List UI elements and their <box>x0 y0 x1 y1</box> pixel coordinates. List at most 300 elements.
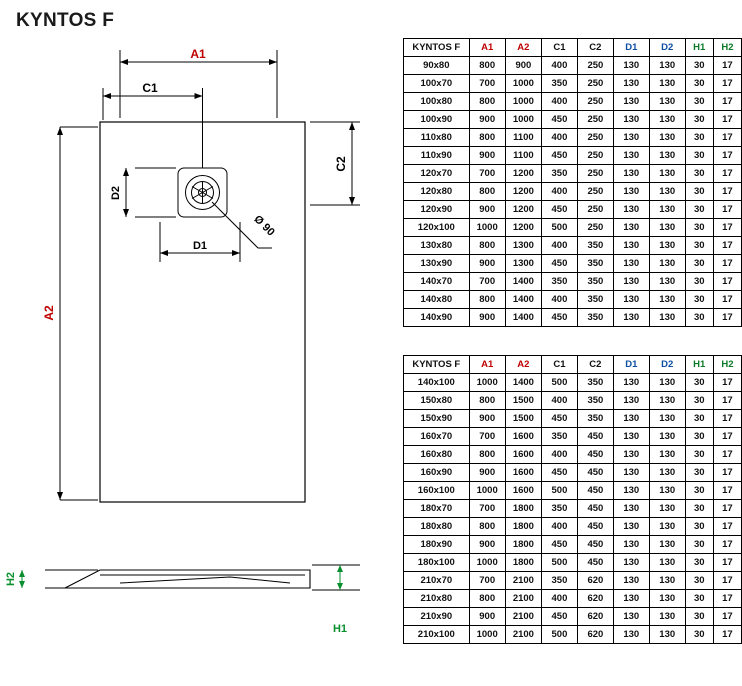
table-cell: 130 <box>613 129 649 147</box>
table-cell: 1100 <box>505 129 541 147</box>
table-row <box>404 309 742 327</box>
table-cell: 400 <box>541 237 577 255</box>
table-cell: 800 <box>469 183 505 201</box>
table-cell: 30 <box>685 309 713 327</box>
table-cell: 30 <box>685 111 713 129</box>
table-cell: 150x90 <box>404 410 470 428</box>
table-cell: 120x90 <box>404 201 470 219</box>
table-cell: 1600 <box>505 446 541 464</box>
table-cell: 30 <box>685 428 713 446</box>
table-row <box>404 129 742 147</box>
table-cell: 17 <box>713 255 741 273</box>
table-cell: 250 <box>577 183 613 201</box>
table-row <box>404 165 742 183</box>
table-cell: 130 <box>649 237 685 255</box>
table-cell: 250 <box>577 93 613 111</box>
table-cell: 210x90 <box>404 608 470 626</box>
table-cell: 130 <box>649 554 685 572</box>
table-cell: 130 <box>649 75 685 93</box>
table-cell: 2100 <box>505 608 541 626</box>
table-cell: 30 <box>685 392 713 410</box>
table-cell: 210x100 <box>404 626 470 644</box>
table-cell: 17 <box>713 165 741 183</box>
table-cell: 700 <box>469 165 505 183</box>
table-cell: 130 <box>649 374 685 392</box>
table-cell: 2100 <box>505 626 541 644</box>
table-cell: 350 <box>577 309 613 327</box>
table-cell: 620 <box>577 608 613 626</box>
spec-table-2-head <box>404 356 742 374</box>
table-cell: 130 <box>613 273 649 291</box>
table-cell: 30 <box>685 518 713 536</box>
table-cell: 1000 <box>469 219 505 237</box>
table-cell: 1600 <box>505 482 541 500</box>
table-cell: 450 <box>541 608 577 626</box>
table-cell: 130 <box>613 237 649 255</box>
table-cell: 620 <box>577 572 613 590</box>
table-cell: 17 <box>713 392 741 410</box>
table-cell: 450 <box>577 482 613 500</box>
table-cell: 130 <box>613 374 649 392</box>
spec-table-1-wrap <box>403 38 742 327</box>
label-c1: C1 <box>142 81 158 95</box>
table-cell: 130 <box>649 129 685 147</box>
table-cell: 500 <box>541 554 577 572</box>
table-cell: 30 <box>685 536 713 554</box>
table-cell: 1000 <box>505 75 541 93</box>
table-cell: 250 <box>577 129 613 147</box>
table-cell: 800 <box>469 392 505 410</box>
table-header-a2: A2 <box>505 39 541 57</box>
table-cell: 130 <box>649 518 685 536</box>
table-header-c2: C2 <box>577 356 613 374</box>
table-cell: 130 <box>613 183 649 201</box>
table-cell: 130 <box>613 428 649 446</box>
table-cell: 400 <box>541 446 577 464</box>
table-cell: 17 <box>713 500 741 518</box>
table-cell: 400 <box>541 518 577 536</box>
table-cell: 17 <box>713 374 741 392</box>
table-cell: 30 <box>685 219 713 237</box>
table-row <box>404 554 742 572</box>
table-cell: 130 <box>649 273 685 291</box>
table-cell: 30 <box>685 273 713 291</box>
table-cell: 130 <box>649 165 685 183</box>
table-cell: 130 <box>649 392 685 410</box>
table-cell: 130 <box>613 590 649 608</box>
table-cell: 17 <box>713 219 741 237</box>
table-cell: 130 <box>649 201 685 219</box>
table-cell: 1400 <box>505 374 541 392</box>
table-cell: 1600 <box>505 464 541 482</box>
table-row <box>404 111 742 129</box>
table-cell: 1500 <box>505 410 541 428</box>
table-cell: 17 <box>713 626 741 644</box>
table-cell: 400 <box>541 291 577 309</box>
table-cell: 17 <box>713 147 741 165</box>
spec-table-1 <box>403 38 742 327</box>
table-cell: 1000 <box>505 111 541 129</box>
table-cell: 110x80 <box>404 129 470 147</box>
table-cell: 900 <box>469 608 505 626</box>
table-cell: 130 <box>613 500 649 518</box>
table-header-a1: A1 <box>469 39 505 57</box>
table-cell: 250 <box>577 75 613 93</box>
table-cell: 130 <box>613 201 649 219</box>
table-cell: 2100 <box>505 572 541 590</box>
table-header-a2: A2 <box>505 356 541 374</box>
table-header-d2: D2 <box>649 356 685 374</box>
table-cell: 30 <box>685 626 713 644</box>
table-cell: 1200 <box>505 165 541 183</box>
table-cell: 17 <box>713 428 741 446</box>
table-cell: 450 <box>577 536 613 554</box>
table-cell: 500 <box>541 482 577 500</box>
table-cell: 1300 <box>505 237 541 255</box>
table-cell: 130 <box>613 626 649 644</box>
table-cell: 1300 <box>505 255 541 273</box>
table-cell: 1800 <box>505 554 541 572</box>
table-cell: 130 <box>613 75 649 93</box>
table-cell: 130 <box>613 165 649 183</box>
label-d1: D1 <box>192 240 208 252</box>
table-cell: 250 <box>577 165 613 183</box>
table-cell: 210x70 <box>404 572 470 590</box>
table-cell: 130 <box>613 482 649 500</box>
table-cell: 17 <box>713 518 741 536</box>
table-cell: 210x80 <box>404 590 470 608</box>
table-cell: 500 <box>541 626 577 644</box>
table-cell: 17 <box>713 608 741 626</box>
table-cell: 17 <box>713 572 741 590</box>
table-cell: 130 <box>649 309 685 327</box>
table-cell: 17 <box>713 93 741 111</box>
table-cell: 130 <box>649 500 685 518</box>
table-cell: 1000 <box>505 93 541 111</box>
label-a2: A2 <box>42 305 56 321</box>
table-cell: 30 <box>685 129 713 147</box>
table-cell: 900 <box>469 309 505 327</box>
table-cell: 130 <box>613 518 649 536</box>
table-cell: 900 <box>469 410 505 428</box>
table-cell: 130 <box>649 147 685 165</box>
table-row <box>404 428 742 446</box>
label-drain-diameter: Ø 90 <box>251 213 277 239</box>
table-cell: 350 <box>577 255 613 273</box>
table-cell: 350 <box>541 165 577 183</box>
label-a1: A1 <box>190 47 206 61</box>
table-cell: 30 <box>685 410 713 428</box>
table-cell: 1800 <box>505 536 541 554</box>
table-cell: 450 <box>577 446 613 464</box>
table-cell: 250 <box>577 219 613 237</box>
table-cell: 30 <box>685 590 713 608</box>
label-d2: D2 <box>110 185 122 201</box>
table-row <box>404 590 742 608</box>
table-cell: 130 <box>613 57 649 75</box>
table-row <box>404 572 742 590</box>
table-cell: 140x90 <box>404 309 470 327</box>
table-cell: 350 <box>541 273 577 291</box>
spec-table-2-wrap <box>403 355 742 644</box>
table-cell: 130 <box>613 219 649 237</box>
table-cell: 30 <box>685 93 713 111</box>
table-row <box>404 147 742 165</box>
table-cell: 140x100 <box>404 374 470 392</box>
table-cell: 800 <box>469 93 505 111</box>
table-cell: 30 <box>685 572 713 590</box>
table-cell: 250 <box>577 201 613 219</box>
table-cell: 350 <box>577 273 613 291</box>
table-cell: 130 <box>649 464 685 482</box>
table-cell: 400 <box>541 392 577 410</box>
table-cell: 800 <box>469 518 505 536</box>
table-cell: 450 <box>577 554 613 572</box>
table-cell: 700 <box>469 273 505 291</box>
table-cell: 1200 <box>505 219 541 237</box>
table-cell: 30 <box>685 446 713 464</box>
table-header-h1: H1 <box>685 356 713 374</box>
table-cell: 350 <box>577 374 613 392</box>
table-cell: 500 <box>541 219 577 237</box>
table-row <box>404 446 742 464</box>
table-cell: 700 <box>469 75 505 93</box>
table-cell: 1800 <box>505 518 541 536</box>
table-cell: 30 <box>685 75 713 93</box>
table-cell: 17 <box>713 446 741 464</box>
table-cell: 400 <box>541 129 577 147</box>
table-cell: 450 <box>577 500 613 518</box>
table-cell: 900 <box>469 464 505 482</box>
table-cell: 17 <box>713 201 741 219</box>
table-cell: 900 <box>469 536 505 554</box>
table-cell: 500 <box>541 374 577 392</box>
table-cell: 180x90 <box>404 536 470 554</box>
table-row <box>404 608 742 626</box>
table-cell: 130 <box>613 572 649 590</box>
table-cell: 400 <box>541 183 577 201</box>
table-header-c2: C2 <box>577 39 613 57</box>
table-cell: 900 <box>469 255 505 273</box>
table-cell: 17 <box>713 237 741 255</box>
table-cell: 350 <box>541 428 577 446</box>
table-cell: 350 <box>541 572 577 590</box>
table-cell: 17 <box>713 536 741 554</box>
table-cell: 160x90 <box>404 464 470 482</box>
page-title: KYNTOS F <box>16 10 115 31</box>
table-cell: 130 <box>613 93 649 111</box>
table-header-c1: C1 <box>541 39 577 57</box>
table-row <box>404 374 742 392</box>
table-cell: 160x70 <box>404 428 470 446</box>
table-cell: 1200 <box>505 201 541 219</box>
table-cell: 130 <box>649 536 685 554</box>
table-row <box>404 291 742 309</box>
table-cell: 180x70 <box>404 500 470 518</box>
table-cell: 1500 <box>505 392 541 410</box>
table-cell: 350 <box>577 291 613 309</box>
table-cell: 450 <box>541 309 577 327</box>
table-cell: 180x80 <box>404 518 470 536</box>
table-cell: 30 <box>685 291 713 309</box>
table-cell: 30 <box>685 255 713 273</box>
table-cell: 400 <box>541 57 577 75</box>
table-row <box>404 626 742 644</box>
table-cell: 30 <box>685 237 713 255</box>
table-cell: 800 <box>469 590 505 608</box>
table-cell: 900 <box>505 57 541 75</box>
table-cell: 30 <box>685 554 713 572</box>
table-cell: 140x80 <box>404 291 470 309</box>
table-cell: 30 <box>685 482 713 500</box>
table-cell: 17 <box>713 273 741 291</box>
table-cell: 350 <box>577 392 613 410</box>
table-cell: 130x90 <box>404 255 470 273</box>
table-cell: 17 <box>713 590 741 608</box>
table-cell: 450 <box>541 201 577 219</box>
table-cell: 17 <box>713 309 741 327</box>
table-cell: 160x100 <box>404 482 470 500</box>
label-h2: H2 <box>5 571 17 587</box>
table-cell: 620 <box>577 590 613 608</box>
table-row <box>404 201 742 219</box>
table-row <box>404 536 742 554</box>
table-row <box>404 392 742 410</box>
table-cell: 130 <box>649 291 685 309</box>
table-cell: 130 <box>649 410 685 428</box>
table-cell: 1800 <box>505 500 541 518</box>
table-cell: 130 <box>649 446 685 464</box>
table-cell: 120x100 <box>404 219 470 237</box>
table-row <box>404 500 742 518</box>
table-cell: 17 <box>713 111 741 129</box>
table-cell: 130 <box>649 57 685 75</box>
table-cell: 17 <box>713 482 741 500</box>
table-cell: 17 <box>713 291 741 309</box>
table-cell: 700 <box>469 500 505 518</box>
table-cell: 30 <box>685 464 713 482</box>
table-header-row <box>404 356 742 374</box>
table-cell: 450 <box>541 111 577 129</box>
table-cell: 17 <box>713 554 741 572</box>
table-cell: 30 <box>685 183 713 201</box>
table-cell: 30 <box>685 201 713 219</box>
table-cell: 130 <box>613 554 649 572</box>
table-header-d2: D2 <box>649 39 685 57</box>
table-row <box>404 93 742 111</box>
table-cell: 17 <box>713 129 741 147</box>
table-row <box>404 57 742 75</box>
table-cell: 130x80 <box>404 237 470 255</box>
table-cell: 350 <box>541 500 577 518</box>
table-cell: 30 <box>685 500 713 518</box>
table-cell: 17 <box>713 464 741 482</box>
table-cell: 130 <box>613 147 649 165</box>
table-cell: 800 <box>469 129 505 147</box>
table-cell: 130 <box>613 255 649 273</box>
table-cell: 250 <box>577 57 613 75</box>
table-row <box>404 183 742 201</box>
table-cell: 800 <box>469 57 505 75</box>
table-header-kyntos-f: KYNTOS F <box>404 39 470 57</box>
table-cell: 900 <box>469 147 505 165</box>
table-cell: 130 <box>649 482 685 500</box>
table-row <box>404 75 742 93</box>
spec-table-2 <box>403 355 742 644</box>
table-cell: 130 <box>613 291 649 309</box>
table-cell: 130 <box>613 392 649 410</box>
table-cell: 1400 <box>505 291 541 309</box>
table-cell: 130 <box>649 626 685 644</box>
table-header-h2: H2 <box>713 356 741 374</box>
table-cell: 130 <box>649 428 685 446</box>
table-cell: 130 <box>613 608 649 626</box>
table-cell: 110x90 <box>404 147 470 165</box>
table-cell: 1000 <box>469 482 505 500</box>
table-cell: 450 <box>541 536 577 554</box>
table-cell: 130 <box>649 93 685 111</box>
table-cell: 350 <box>577 410 613 428</box>
table-cell: 120x70 <box>404 165 470 183</box>
table-cell: 450 <box>577 464 613 482</box>
label-c2: C2 <box>334 156 348 172</box>
spec-table-1-head <box>404 39 742 57</box>
table-cell: 700 <box>469 428 505 446</box>
table-cell: 350 <box>577 237 613 255</box>
table-cell: 400 <box>541 590 577 608</box>
table-header-d1: D1 <box>613 356 649 374</box>
table-row <box>404 482 742 500</box>
label-h1: H1 <box>332 623 348 635</box>
table-cell: 450 <box>577 518 613 536</box>
table-cell: 800 <box>469 237 505 255</box>
table-header-c1: C1 <box>541 356 577 374</box>
table-cell: 120x80 <box>404 183 470 201</box>
table-row <box>404 410 742 428</box>
table-cell: 160x80 <box>404 446 470 464</box>
table-cell: 250 <box>577 147 613 165</box>
table-row <box>404 255 742 273</box>
table-cell: 450 <box>541 410 577 428</box>
table-row <box>404 518 742 536</box>
table-cell: 130 <box>613 410 649 428</box>
table-cell: 100x70 <box>404 75 470 93</box>
table-cell: 620 <box>577 626 613 644</box>
table-cell: 130 <box>613 111 649 129</box>
table-cell: 17 <box>713 183 741 201</box>
table-cell: 17 <box>713 57 741 75</box>
spec-table-2-body <box>404 374 742 644</box>
table-cell: 130 <box>613 464 649 482</box>
table-cell: 1000 <box>469 626 505 644</box>
table-cell: 700 <box>469 572 505 590</box>
table-cell: 130 <box>649 219 685 237</box>
table-cell: 17 <box>713 410 741 428</box>
table-row <box>404 464 742 482</box>
table-cell: 1400 <box>505 273 541 291</box>
table-row <box>404 237 742 255</box>
table-cell: 130 <box>649 183 685 201</box>
table-cell: 1000 <box>469 374 505 392</box>
table-cell: 1100 <box>505 147 541 165</box>
table-row <box>404 219 742 237</box>
table-header-a1: A1 <box>469 356 505 374</box>
table-cell: 130 <box>613 536 649 554</box>
table-header-kyntos-f: KYNTOS F <box>404 356 470 374</box>
table-row <box>404 273 742 291</box>
table-cell: 350 <box>541 75 577 93</box>
table-cell: 30 <box>685 57 713 75</box>
